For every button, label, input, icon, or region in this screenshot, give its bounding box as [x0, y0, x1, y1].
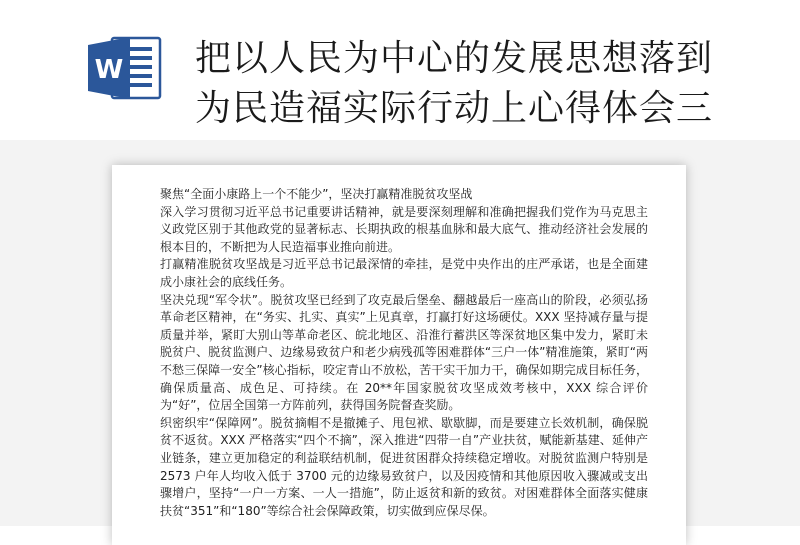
document-page	[112, 165, 686, 545]
paragraph: 深入学习贯彻习近平总书记重要讲话精神，就是要深刻理解和准确把握我们党作为马克思主义政党区别于其他政党的显著标志、长期执政的根基血脉和最大底气、推动经济社会发展的根本目的，不断把为人民造福事业推向前进。	[160, 204, 648, 254]
paragraph: 打赢精准脱贫攻坚战是习近平总书记最深情的牵挂，是党中央作出的庄严承诺，也是全面建成小康社会的底线任务。	[160, 257, 648, 289]
document-title-line-1: 把以人民为中心的发展思想落到	[195, 38, 714, 79]
document-title-line-2: 为民造福实际行动上心得体会三	[195, 88, 714, 129]
paragraph: 织密织牢“保障网”。脱贫摘帽不是撤摊子、甩包袱、歇歇脚，而是要建立长效机制，确保脱贫不返贫。XXX 严格落实“四个不摘”，深入推进“四带一自”产业扶贫，赋能新基建、延伸产业链条，建立更加稳定的利益联结机制，促进贫困群众持续稳定增收。对脱贫监测户特别是 2573 户年人均收入低于 3700 元的边缘易致贫户，以及因疫情和其他原因收入骤减或支出骤增户，坚持“一户一方案、一人一措施”，防止返贫和新的致贫。对困难群体全面落实健康扶贫“351”和“180”等综合社会保障政策，切实做到应保尽保。	[160, 415, 648, 518]
paragraph: 聚焦“全面小康路上一个不能少”，坚决打赢精准脱贫攻坚战	[160, 187, 473, 201]
word-document-icon	[86, 33, 166, 103]
svg-text:W: W	[94, 55, 124, 85]
header-banner	[0, 0, 800, 160]
paragraph: 坚决兑现“军令状”。脱贫攻坚已经到了攻克最后堡垒、翻越最后一座高山的阶段，必须弘扬革命老区精神，在“务实、扎实、真实”上见真章，打赢打好这场硬仗。XXX 坚持减存量与提质量并举，紧盯大别山等革命老区、皖北地区、沿淮行蓄洪区等深贫地区集中发力，紧盯未脱贫户、脱贫监测户、边缘易致贫户和老少病残孤等困难群体“三户一体”精准施策，紧盯“两不愁三保障一安全”核心指标，咬定青山不放松，苦干实干加力干，确保如期完成目标任务，确保质量高、成色足、可持续。在 20**年国家脱贫攻坚成效考核中，XXX 综合评价为“好”，位居全国第一方阵前列，获得国务院督查奖励。	[160, 292, 648, 413]
document-body	[160, 186, 648, 520]
